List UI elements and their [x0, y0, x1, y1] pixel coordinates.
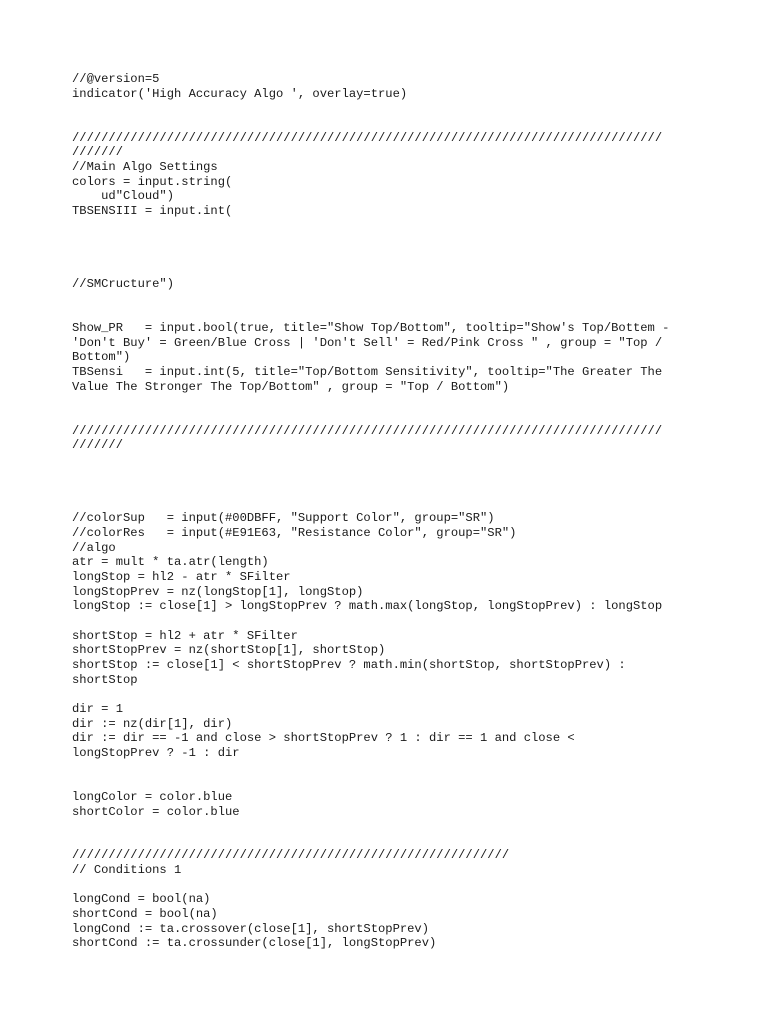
blank-line	[72, 819, 702, 834]
blank-line	[72, 497, 702, 512]
blank-line	[72, 834, 702, 849]
blank-line	[72, 614, 702, 629]
code-line: atr = mult * ta.atr(length)	[72, 555, 269, 570]
code-line: longStop = hl2 - atr * SFilter	[72, 570, 291, 585]
code-line: 'Don't Buy' = Green/Blue Cross | 'Don't Sell' = Red/Pink Cross " , group = "Top /	[72, 335, 663, 350]
blank-line	[72, 233, 702, 248]
code-line: dir := nz(dir[1], dir)	[72, 716, 233, 731]
code-line: longCond = bool(na)	[72, 892, 211, 907]
code-line: ud"Cloud")	[72, 189, 174, 204]
code-line: shortStop = hl2 + atr * SFilter	[72, 628, 298, 643]
blank-line	[72, 687, 702, 702]
blank-line	[72, 101, 702, 116]
blank-line	[72, 292, 702, 307]
code-line: dir = 1	[72, 701, 123, 716]
code-line: TBSensi = input.int(5, title="Top/Bottom Sensitivity", tooltip="The Greater The	[72, 365, 663, 379]
blank-line	[72, 878, 702, 893]
code-line: dir := dir == -1 and close > shortStopPrev ? 1 : dir == 1 and close <	[72, 731, 575, 746]
code-line: longStop := close[1] > longStopPrev ? math.max(longStop, longStopPrev) : longStop	[72, 599, 663, 614]
blank-line	[72, 262, 702, 277]
code-line: /////////////////////////////////////////////////////////////////////////////////	[72, 423, 663, 438]
blank-line	[72, 453, 702, 468]
code-line: // Conditions 1	[72, 863, 182, 878]
code-line: colors = input.string(	[72, 174, 233, 189]
code-line: longColor = color.blue	[72, 789, 233, 804]
code-line: longStopPrev = nz(longStop[1], longStop)	[72, 584, 364, 599]
code-line: shortCond = bool(na)	[72, 907, 218, 922]
code-line: //algo	[72, 540, 116, 555]
code-line: shortCond := ta.crossunder(close[1], longStopPrev)	[72, 936, 437, 951]
code-line: longStopPrev ? -1 : dir	[72, 745, 240, 760]
code-line: /////////////////////////////////////////////////////////////////////////////////	[72, 130, 663, 145]
code-line: //Main Algo Settings	[72, 159, 218, 174]
blank-line	[72, 394, 702, 409]
code-line: shortStop	[72, 672, 138, 687]
code-line: indicator('High Accuracy Algo ', overlay=true)	[72, 86, 408, 101]
blank-line	[72, 116, 702, 131]
code-line: //colorSup = input(#00DBFF, "Support Color", group="SR")	[72, 511, 495, 526]
code-line: //colorRes = input(#E91E63, "Resistance Color", group="SR")	[72, 526, 517, 541]
blank-line	[72, 761, 702, 776]
blank-line	[72, 409, 702, 424]
blank-line	[72, 468, 702, 483]
code-line: shortColor = color.blue	[72, 804, 240, 819]
code-line: ////////////////////////////////////////////////////////////	[72, 848, 510, 863]
code-line: shortStopPrev = nz(shortStop[1], shortStop)	[72, 643, 386, 658]
code-line: ///////	[72, 145, 123, 160]
code-line: ///////	[72, 438, 123, 453]
blank-line	[72, 482, 702, 497]
code-line: //SMCructure")	[72, 277, 174, 292]
code-block	[72, 72, 702, 951]
blank-line	[72, 775, 702, 790]
code-line: Show_PR = input.bool(true, title="Show Top/Bottom", tooltip="Show's Top/Bottem -	[72, 321, 670, 336]
blank-line	[72, 248, 702, 263]
blank-line	[72, 306, 702, 321]
code-line: longCond := ta.crossover(close[1], shortStopPrev)	[72, 921, 429, 936]
code-line: TBSENSIII = input.int(	[72, 203, 233, 218]
blank-line	[72, 219, 702, 234]
code-line: Value The Stronger The Top/Bottom" , group = "Top / Bottom")	[72, 379, 510, 394]
code-line: shortStop := close[1] < shortStopPrev ? math.min(shortStop, shortStopPrev) :	[72, 658, 626, 673]
code-line: Bottom")	[72, 350, 131, 365]
code-line: //@version=5	[72, 72, 160, 86]
